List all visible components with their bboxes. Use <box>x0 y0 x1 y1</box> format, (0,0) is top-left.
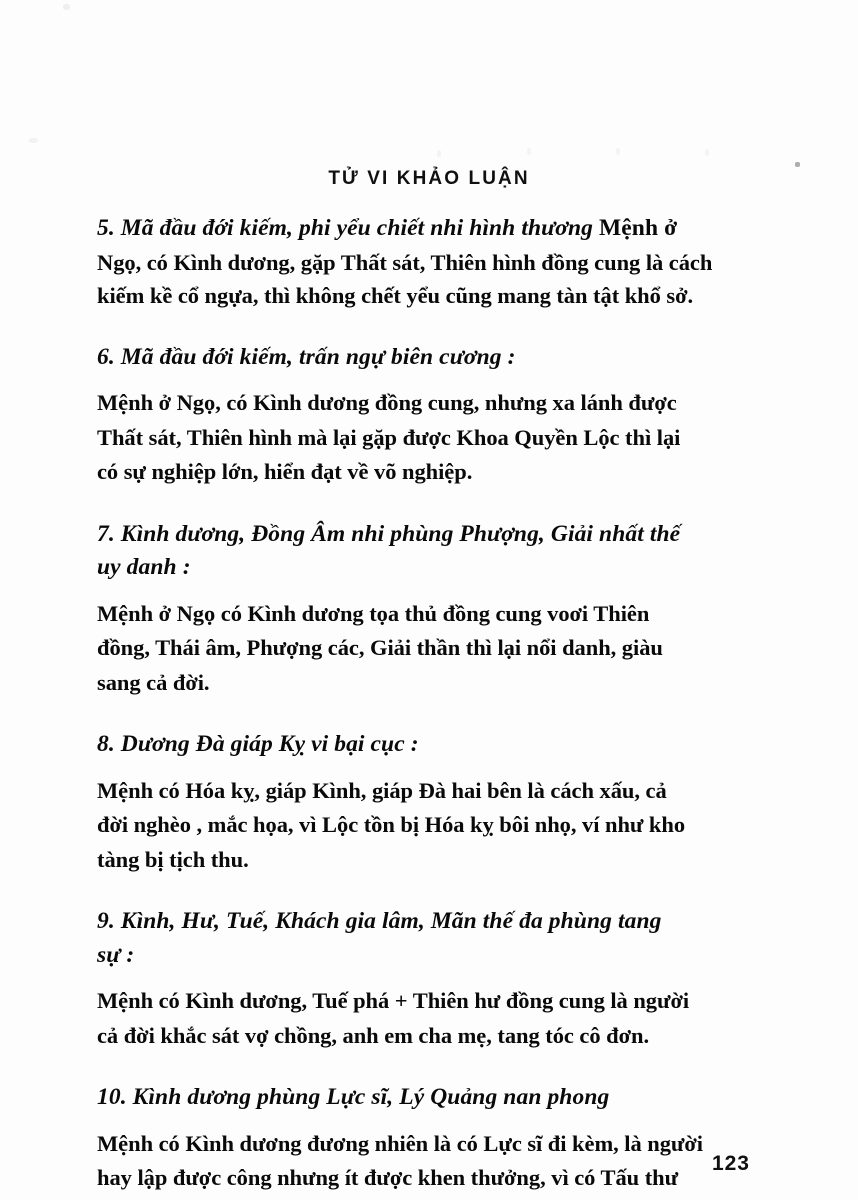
scan-speck <box>29 138 38 143</box>
heading-line: 10. Kình dương phùng Lực sĩ, Lý Quảng nan phong <box>97 1084 610 1110</box>
body-line: Mệnh ở Ngọ có Kình dương tọa thủ đồng cung voơi Thiên <box>97 600 650 626</box>
heading-line: sự : <box>97 941 135 968</box>
numbered-entry <box>97 1081 752 1196</box>
scan-speck <box>705 149 709 156</box>
scan-speck <box>63 4 70 10</box>
body-text-column <box>97 212 752 1196</box>
entry-heading <box>97 212 752 246</box>
body-line: Mệnh ở Ngọ, có Kình dương đồng cung, nhưng xa lánh được <box>97 390 677 415</box>
heading-line: 6. Mã đầu đới kiếm, trấn ngự biên cương : <box>97 343 516 370</box>
body-line: tàng bị tịch thu. <box>97 846 249 872</box>
scan-speck <box>616 148 620 155</box>
body-line: Thất sát, Thiên hình mà lại gặp được Khoa Quyền Lộc thì lại <box>97 424 681 450</box>
body-line: cả đời khắc sát vợ chồng, anh em cha mẹ, tang tóc cô đơn. <box>97 1022 650 1048</box>
entry-body <box>97 246 752 313</box>
page-number: 123 <box>711 1152 750 1175</box>
body-line: đồng, Thái âm, Phượng các, Giải thần thì lại nổi danh, giàu <box>97 635 663 660</box>
body-line: có sự nghiệp lớn, hiển đạt về võ nghiệp. <box>97 459 473 484</box>
heading-line: 5. Mã đầu đới kiếm, phi yểu chiết nhi hình thương <box>97 215 599 241</box>
body-line: đời nghèo , mắc họa, vì Lộc tồn bị Hóa kỵ bôi nhọ, ví như kho <box>97 812 686 837</box>
numbered-entry <box>97 905 752 1053</box>
heading-line: 8. Dương Đà giáp Kỵ vi bại cục : <box>97 731 419 757</box>
numbered-entry <box>97 728 752 877</box>
body-line: sang cả đời. <box>97 669 210 695</box>
numbered-entry <box>97 212 752 313</box>
entry-heading <box>97 728 752 762</box>
entry-heading <box>97 518 752 585</box>
scan-speck <box>527 148 531 155</box>
entry-heading <box>97 1081 752 1115</box>
entry-heading <box>97 341 752 375</box>
numbered-entry <box>97 518 752 701</box>
body-line: Mệnh có Kình dương đương nhiên là có Lực sĩ đi kèm, là người <box>97 1130 703 1156</box>
body-line: Ngọ, có Kình dương, gặp Thất sát, Thiên hình đồng cung là cách <box>97 249 713 275</box>
body-line: kiếm kề cổ ngựa, thì không chết yểu cũng mang tàn tật khổ sở. <box>97 283 694 308</box>
entry-body <box>97 386 752 490</box>
numbered-entry <box>97 341 752 490</box>
body-line: Mệnh có Hóa kỵ, giáp Kình, giáp Đà hai bên là cách xấu, cả <box>97 777 667 803</box>
body-line: hay lập được công nhưng ít được khen thưởng, vì có Tấu thư <box>97 1165 679 1190</box>
heading-line: uy danh : <box>97 554 191 580</box>
scan-speck <box>437 150 441 157</box>
entry-heading <box>97 905 752 972</box>
heading-tail-roman: Mệnh ở <box>599 215 678 241</box>
entry-body <box>97 774 752 878</box>
body-line: Mệnh có Kình dương, Tuế phá + Thiên hư đồng cung là người <box>97 988 690 1013</box>
heading-line: 7. Kình dương, Đồng Âm nhi phùng Phượng, Giải nhất thế <box>97 520 681 547</box>
entry-body <box>97 984 752 1053</box>
heading-line: 9. Kình, Hư, Tuế, Khách gia lâm, Mãn thế đa phùng tang <box>97 908 662 934</box>
running-head: TỬ VI KHẢO LUẬN <box>328 168 530 189</box>
entry-body <box>97 597 752 701</box>
scan-speck <box>795 162 800 167</box>
